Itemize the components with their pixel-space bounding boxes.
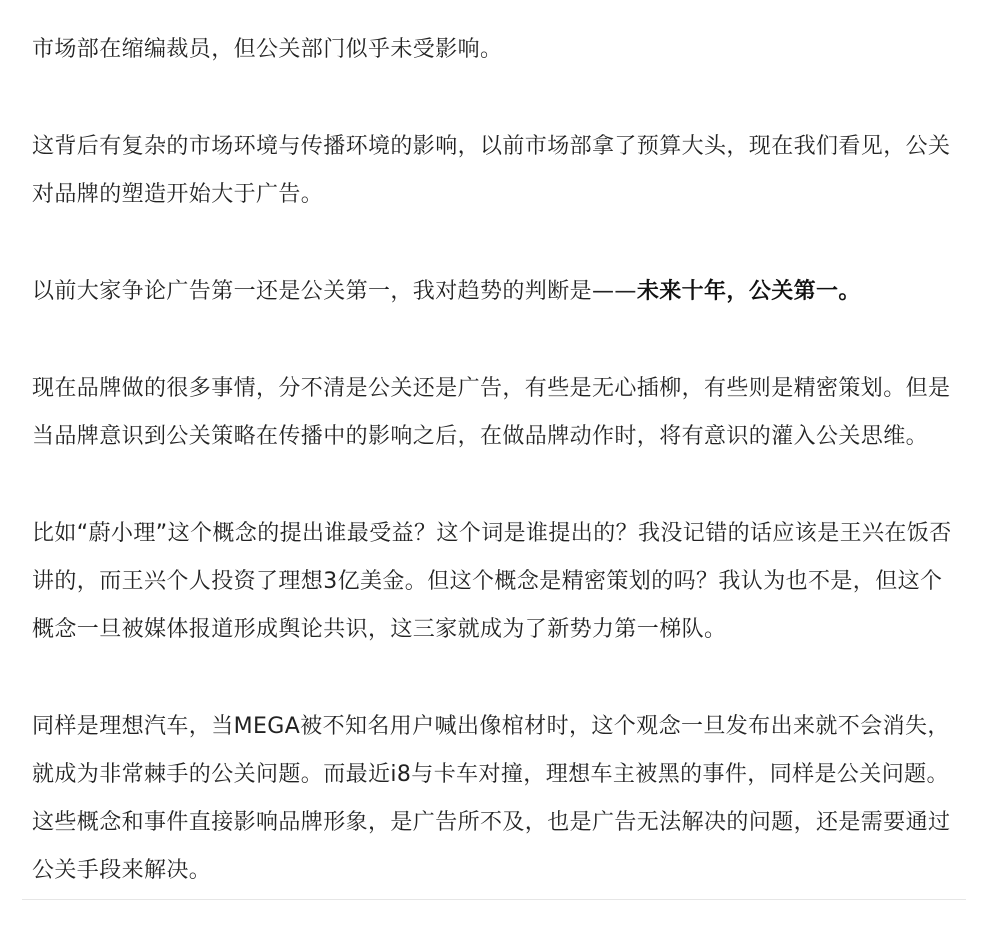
paragraph-5-text: 比如“蔚小理”这个概念的提出谁最受益？这个词是谁提出的？我没记错的话应该是王兴在饭否讲的，而王兴个人投资了理想3亿美金。但这个概念是精密策划的吗？我认为也不是，但这个概念一旦被媒体报道形成舆论共识，这三家就成为了新势力第一梯队。 [32, 521, 952, 642]
article-body [32, 26, 962, 944]
paragraph-1 [32, 26, 962, 74]
paragraph-6-text: 同样是理想汽车，当MEGA被不知名用户喊出像棺材时，这个观念一旦发布出来就不会消失，就成为非常棘手的公关问题。而最近i8与卡车对撞，理想车主被黑的事件，同样是公关问题。这些概念和事件直接影响品牌形象，是广告所不及，也是广告无法解决的问题，还是需要通过公关手段来解决。 [32, 714, 951, 883]
bottom-divider [22, 899, 966, 900]
paragraph-4 [32, 365, 962, 461]
paragraph-1-text: 市场部在缩编裁员，但公关部门似乎未受影响。 [32, 37, 503, 62]
paragraph-2-text: 这背后有复杂的市场环境与传播环境的影响，以前市场部拿了预算大头，现在我们看见，公关对品牌的塑造开始大于广告。 [32, 134, 951, 207]
paragraph-3-text: 以前大家争论广告第一还是公关第一，我对趋势的判断是—— [32, 279, 637, 304]
paragraph-3-emphasis: 未来十年，公关第一。 [636, 279, 861, 304]
paragraph-4-text: 现在品牌做的很多事情，分不清是公关还是广告，有些是无心插柳，有些则是精密策划。但是当品牌意识到公关策略在传播中的影响之后，在做品牌动作时，将有意识的灌入公关思维。 [32, 376, 951, 449]
paragraph-2 [32, 123, 962, 219]
paragraph-3 [32, 268, 962, 316]
paragraph-5 [32, 510, 962, 654]
paragraph-6 [32, 703, 962, 895]
